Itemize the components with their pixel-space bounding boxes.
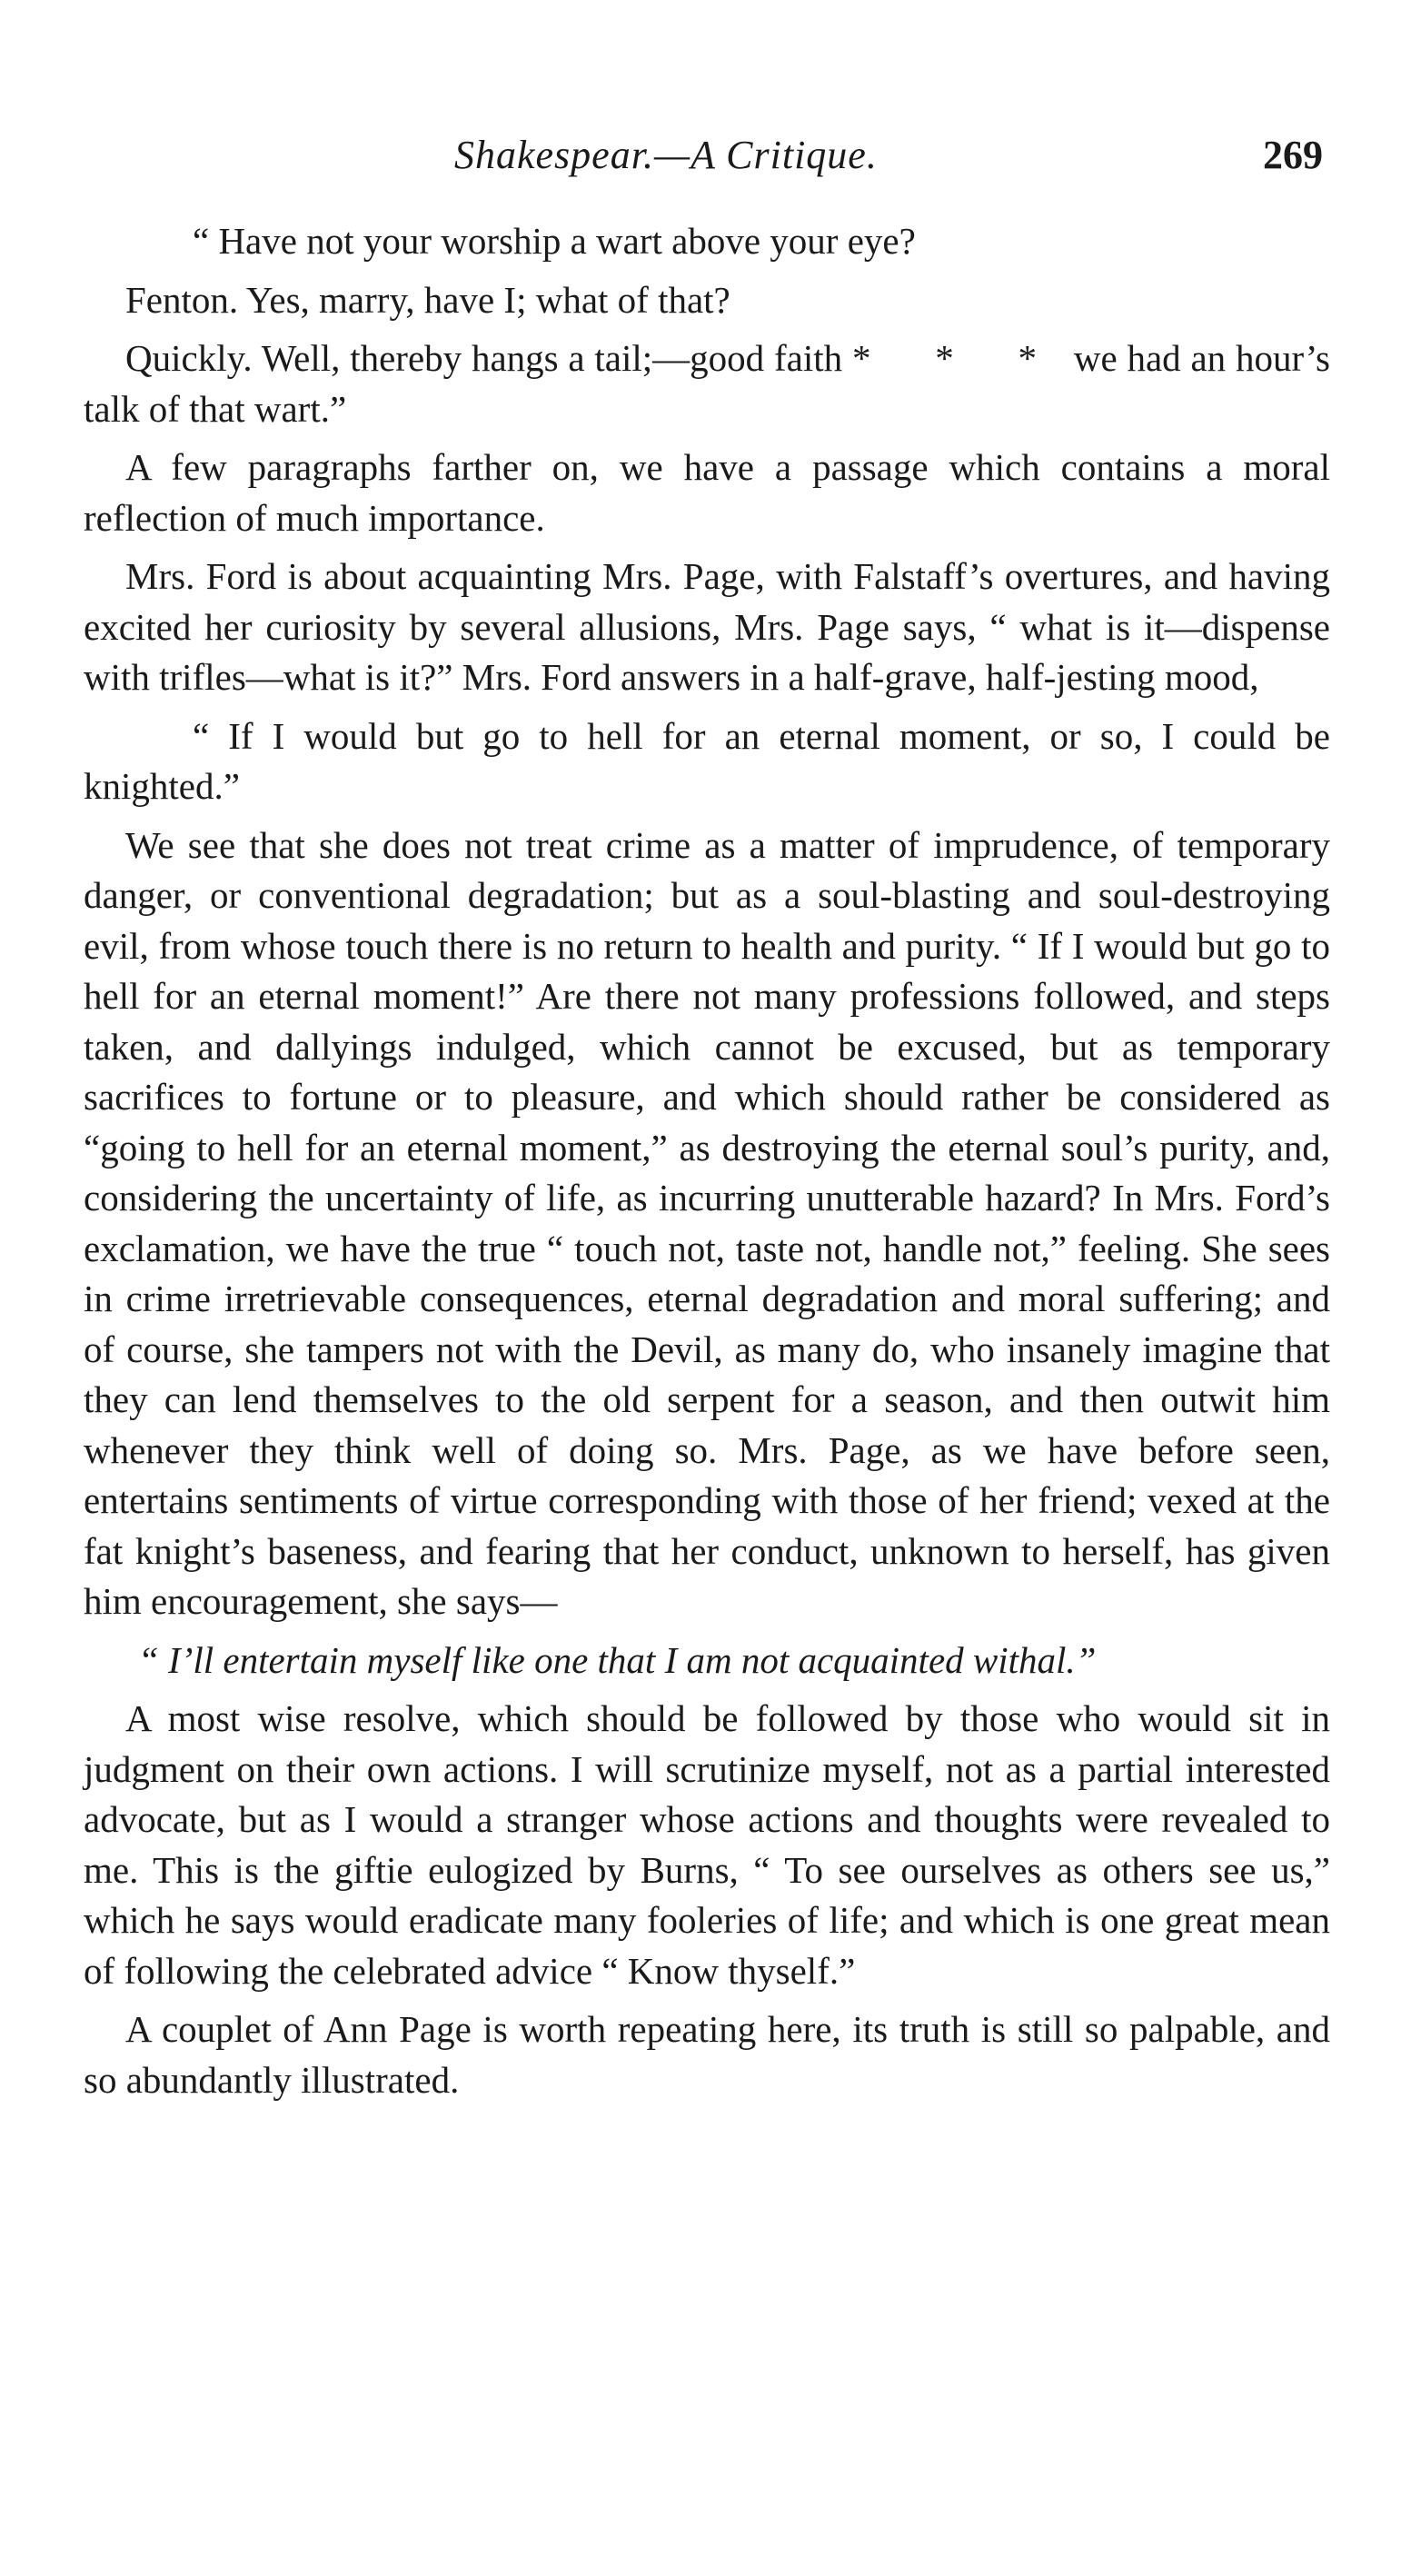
paragraph: We see that she does not treat crime as a matter of imprudence, of temporary danger, or conventional degradation; but as a soul-blasting and soul-destroying evil, from whose touch there is no return to health and purity. “ If I would but go to hell for an eternal moment!” Are there not many professions followed, and steps taken, and dallyings indulged, which cannot be excused, but as temporary sacrifices to fortune or to pleasure, and which should rather be considered as “going to hell for an eternal moment,” as destroying the eternal soul’s purity, and, considering the uncertainty of life, as incurring unutterable hazard? In Mrs. Ford’s exclamation, we have the true “ touch not, taste not, handle not,” feeling. She sees in crime irretrievable consequences, eternal degradation and moral suffering; and of course, she tampers not with the Devil, as many do, who insanely imagine that they can lend themselves to the old serpent for a season, and then outwit him whenever they think well of doing so. Mrs. Page, as we have before seen, entertains sentiments of virtue corresponding with those of her friend; vexed at the fat knight’s baseness, and fearing that her conduct, unknown to herself, has given him encouragement, she says— <box>84 823 1330 1622</box>
speaker-name: Quickly. <box>125 337 253 379</box>
paragraph: Mrs. Ford is about acquainting Mrs. Page, with Falstaff’s overtures, and having excited her curiosity by several allusions, Mrs. Page says, “ what is it—dispense with trifles—what is it?” Mrs. Ford answers in a half-grave, half-jesting mood, <box>84 555 1330 698</box>
dialogue-line: “ Have not your worship a wart above your eye? <box>193 220 916 262</box>
body-text <box>84 216 1330 2114</box>
dialogue-text: Well, thereby hangs a tail;—good faith <box>252 337 852 379</box>
ellipsis-stars: * * * <box>851 337 1065 379</box>
block-quote: “ I’ll entertain myself like one that I am not acquainted withal.” <box>138 1638 1097 1681</box>
paragraph: A most wise resolve, which should be followed by those who would sit in judgment on their own actions. I will scrutinize myself, not as a partial interested advocate, but as I would a stranger whose actions and thoughts were revealed to me. This is the giftie eulogized by Burns, “ To see ourselves as others see us,” which he says would eradicate many fooleries of life; and which is one great mean of following the celebrated advice “ Know thyself.” <box>84 1697 1330 1992</box>
dialogue-text: we had an hour’s talk of that wart.” <box>84 337 1331 430</box>
paragraph: A couplet of Ann Page is worth repeating here, its truth is still so palpable, and so abundantly illustrated. <box>84 2008 1330 2101</box>
page-number: 269 <box>1263 133 1323 177</box>
dialogue-line <box>84 333 1330 434</box>
dialogue-text: Yes, marry, have I; what of that? <box>238 278 730 321</box>
running-head <box>0 132 1411 186</box>
running-title: Shakespear.—A Critique. <box>454 133 878 177</box>
speaker-name: Fenton. <box>125 278 239 321</box>
dialogue-line <box>84 275 1330 326</box>
paragraph: A few paragraphs farther on, we have a passage which contains a moral reflection of much importance. <box>84 446 1330 539</box>
block-quote: “ If I would but go to hell for an eternal moment, or so, I could be knighted.” <box>84 714 1330 807</box>
